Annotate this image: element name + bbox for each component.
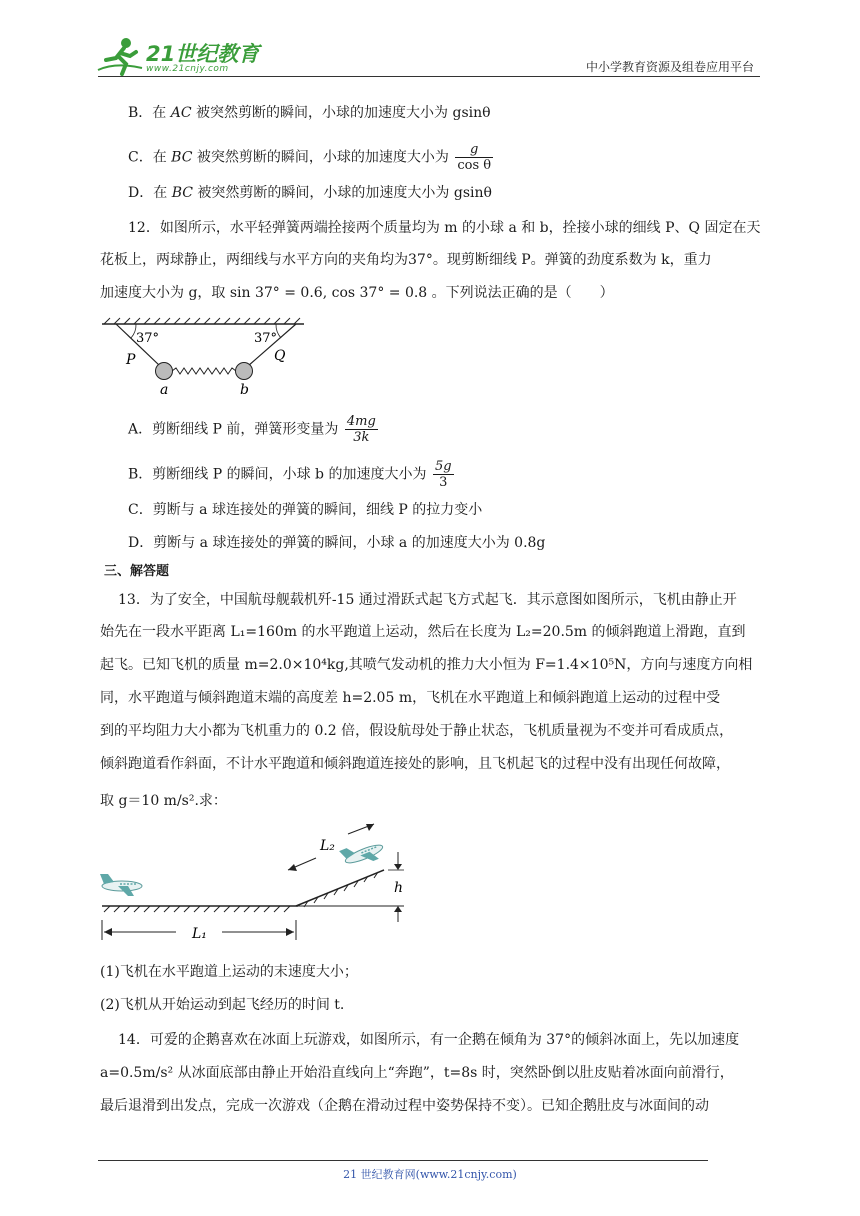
plane-right-icon <box>339 835 386 871</box>
label-p: P <box>126 352 136 368</box>
q12-option-a-fraction: $\frac{4mg}{3k}$ <box>346 414 376 445</box>
q14-line-1: 14．可爱的企鹅喜欢在冰面上玩游戏，如图所示，有一企鹅在倾角为 37°的倾斜冰面上，先以加速度 <box>118 1032 740 1048</box>
footer-divider <box>98 1160 708 1161</box>
q11-option-b: B．在 AC 被突然剪断的瞬间，小球的加速度大小为 gsinθ <box>128 105 491 121</box>
q12-option-b: B．剪断细线 P 的瞬间，小球 b 的加速度大小为 $\frac{5g}{3}$ <box>128 459 452 490</box>
header-divider <box>98 76 760 77</box>
angle-left-label: 37° <box>136 331 160 346</box>
q13-line-4: 同，水平跑道与倾斜跑道末端的高度差 h=2.05 m，飞机在水平跑道上和倾斜跑道上运动的过程中受 <box>100 690 721 706</box>
q13-sub-2: (2)飞机从开始运动到起飞经历的时间 t. <box>100 997 345 1013</box>
q12-option-a: A．剪断细线 P 前，弹簧形变量为 $\frac{4mg}{3k}$ <box>128 414 376 445</box>
label-h: h <box>394 880 404 896</box>
label-b: b <box>240 382 249 396</box>
q11-option-c: C．在 BC 被突然剪断的瞬间，小球的加速度大小为 $\frac{g}{\text{cos θ}}$ <box>128 142 492 173</box>
q12-option-c: C．剪断与 a 球连接处的弹簧的瞬间，细线 P 的拉力变小 <box>128 502 483 518</box>
q13-sub-1: (1)飞机在水平跑道上运动的末速度大小； <box>100 964 358 980</box>
label-l1: L₁ <box>192 926 207 942</box>
logo-text: 21世纪教育 <box>146 42 260 66</box>
label-a: a <box>160 382 169 396</box>
q12-line-3: 加速度大小为 g，取 sin 37° = 0.6, cos 37° = 0.8 。下列说法正确的是（ ） <box>100 285 614 301</box>
q13-line-1: 13．为了安全，中国航母舰载机歼-15 通过滑跃式起飞方式起飞．其示意图如图所示，飞机由静止开 <box>118 592 737 608</box>
q12-option-b-fraction: $\frac{5g}{3}$ <box>434 459 452 490</box>
angle-right-label: 37° <box>254 331 278 346</box>
q14-line-3: 最后退滑到出发点，完成一次游戏（企鹅在滑动过程中姿势保持不变）。已知企鹅肚皮与冰面间的动 <box>100 1098 709 1114</box>
q11-option-d: D．在 BC 被突然剪断的瞬间，小球的加速度大小为 gsinθ <box>128 185 492 201</box>
footer-text: 21 世纪教育网(www.21cnjy.com) <box>343 1168 517 1181</box>
label-l2: L₂ <box>320 838 335 854</box>
plane-left-icon <box>100 874 142 896</box>
section-title: 三、解答题 <box>104 564 170 579</box>
q11-option-c-fraction: $\frac{g}{\text{cos θ}}$ <box>457 142 492 173</box>
q14-line-2: a=0.5m/s² 从冰面底部由静止开始沿直线向上“奔跑”，t=8s 时，突然卧倒以肚皮贴着冰面向前滑行， <box>100 1065 734 1081</box>
label-q: Q <box>274 348 286 364</box>
q12-line-1: 12．如图所示，水平轻弹簧两端拴接两个质量均为 m 的小球 a 和 b，拴接小球的细线 P、Q 固定在天 <box>128 220 761 236</box>
q13-line-6: 倾斜跑道看作斜面，不计水平跑道和倾斜跑道连接处的影响，且飞机起飞的过程中没有出现任何故障， <box>100 756 730 772</box>
q13-line-3: 起飞。已知飞机的质量 m=2.0×10⁴kg,其喷气发动机的推力大小恒为 F=1.4×10⁵N，方向与速度方向相 <box>100 657 753 673</box>
q13-line-2: 始先在一段水平距离 L₁=160m 的水平跑道上运动，然后在长度为 L₂=20.5m 的倾斜跑道上滑跑，直到 <box>100 624 746 640</box>
runner-logo-icon <box>96 36 144 76</box>
q13-line-5: 到的平均阻力大小都为飞机重力的 0.2 倍，假设航母处于静止状态，飞机质量视为不变并可看成质点， <box>100 723 734 739</box>
q12-option-d: D．剪断与 a 球连接处的弹簧的瞬间，小球 a 的加速度大小为 0.8g <box>128 535 546 551</box>
header-logo <box>96 36 266 76</box>
q12-line-2: 花板上，两球静止，两细线与水平方向的夹角均为37°。现剪断细线 P。弹簧的劲度系数为 k，重力 <box>100 252 712 268</box>
q13-line-7: 取 g＝10 m/s².求： <box>100 793 227 809</box>
runway-figure <box>98 822 418 944</box>
spring-figure <box>98 316 308 396</box>
platform-title: 中小学教育资源及组卷应用平台 <box>585 60 754 74</box>
logo-url: www.21cnjy.com <box>146 64 229 74</box>
